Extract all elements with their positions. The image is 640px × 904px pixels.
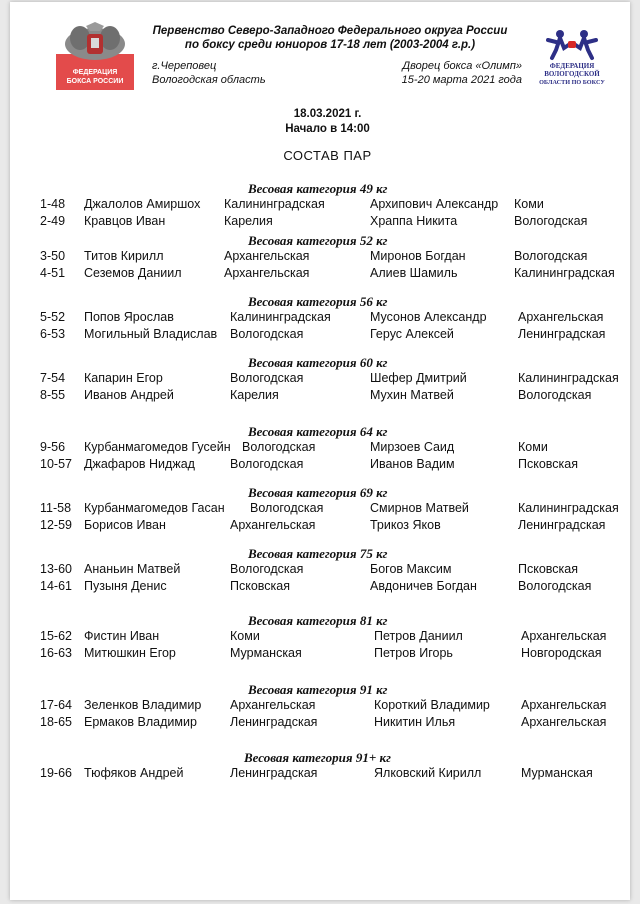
fighter-blue: Короткий Владимир [374, 698, 490, 712]
date-block [10, 107, 640, 137]
fighter-red: Фистин Иван [84, 629, 160, 643]
start-time: Начало в 14:00 [285, 123, 370, 135]
fighter-blue: Петров Игорь [374, 646, 453, 660]
svg-text:ОБЛАСТИ ПО БОКСУ: ОБЛАСТИ ПО БОКСУ [539, 79, 605, 86]
venue-line-2: 15-20 марта 2021 года [401, 74, 522, 86]
weight-category-heading: Весовая категория 49 кг [248, 181, 388, 196]
weight-category-heading: Весовая категория 75 кг [248, 546, 388, 561]
region-blue: Архангельская [521, 698, 607, 712]
bout-number: 10-57 [40, 457, 72, 471]
region-blue: Мурманская [521, 766, 593, 780]
fighter-red: Тюфяков Андрей [84, 766, 184, 780]
fighter-blue: Храппа Никита [370, 214, 458, 228]
bout-number: 2-49 [40, 214, 66, 228]
fighter-blue: Иванов Вадим [370, 457, 455, 471]
region-red: Калининградская [224, 197, 325, 211]
fighter-red: Пузыня Денис [84, 579, 167, 593]
region-blue: Калининградская [518, 371, 619, 385]
fighter-blue: Смирнов Матвей [370, 501, 469, 515]
fighter-red: Борисов Иван [84, 518, 166, 532]
region-blue: Коми [514, 197, 544, 211]
region-blue: Новгородская [521, 646, 602, 660]
bout-number: 6-53 [40, 327, 66, 341]
region-red: Архангельская [224, 266, 310, 280]
fighter-blue: Никитин Илья [374, 715, 456, 729]
venue-line-1: Дворец бокса «Олимп» [402, 60, 522, 72]
region-blue: Вологодская [518, 579, 592, 593]
bout-number: 14-61 [40, 579, 72, 593]
fighter-blue: Мирзоев Саид [370, 440, 455, 454]
weight-category-heading: Весовая категория 91 кг [248, 682, 388, 697]
fighter-blue: Герус Алексей [370, 327, 454, 341]
region-red: Вологодская [230, 327, 304, 341]
fighter-blue: Ялковский Кирилл [374, 766, 482, 780]
fighter-red: Зеленков Владимир [84, 698, 202, 712]
championship-title-line-1: Первенство Северо-Западного Федерального округа России [152, 25, 508, 37]
fighter-blue: Шефер Дмитрий [370, 371, 467, 385]
bout-number: 17-64 [40, 698, 72, 712]
region-red: Вологодская [230, 371, 304, 385]
svg-text:ВОЛОГОДСКОЙ: ВОЛОГОДСКОЙ [544, 70, 600, 78]
page-title: СОСТАВ ПАР [283, 148, 372, 163]
region-red: Вологодская [230, 562, 304, 576]
svg-text:БОКСА РОССИИ: БОКСА РОССИИ [66, 78, 124, 85]
event-city [152, 59, 266, 87]
region-red: Вологодская [250, 501, 324, 515]
weight-category-heading: Весовая категория 56 кг [248, 294, 388, 309]
fighter-red: Ананьин Матвей [84, 562, 181, 576]
region-red: Ленинградская [230, 766, 318, 780]
bout-number: 4-51 [40, 266, 66, 280]
city-line-1: г.Череповец [152, 60, 217, 72]
fighter-red: Митюшкин Егор [84, 646, 176, 660]
svg-text:ФЕДЕРАЦИЯ: ФЕДЕРАЦИЯ [549, 62, 595, 70]
region-red: Калининградская [230, 310, 331, 324]
region-blue: Архангельская [521, 629, 607, 643]
weight-category-heading: Весовая категория 64 кг [248, 424, 388, 439]
championship-title [140, 24, 520, 52]
region-blue: Псковская [518, 562, 579, 576]
fighter-blue: Богов Максим [370, 562, 452, 576]
fighter-red: Джафаров Ниджад [84, 457, 195, 471]
bout-number: 7-54 [40, 371, 66, 385]
region-red: Ленинградская [230, 715, 318, 729]
weight-category-heading: Весовая категория 60 кг [248, 355, 388, 370]
region-blue: Архангельская [521, 715, 607, 729]
svg-text:ФЕДЕРАЦИЯ: ФЕДЕРАЦИЯ [72, 69, 118, 76]
weight-category-heading: Весовая категория 52 кг [248, 233, 388, 248]
region-blue: Вологодская [514, 214, 588, 228]
fighter-blue: Алиев Шамиль [370, 266, 458, 280]
region-red: Карелия [230, 388, 279, 402]
bout-number: 13-60 [40, 562, 72, 576]
region-blue: Калининградская [514, 266, 615, 280]
weight-category-heading: Весовая категория 91+ кг [244, 750, 391, 765]
fighter-red: Курбанмагомедов Гасан [84, 501, 225, 515]
bout-number: 9-56 [40, 440, 66, 454]
fighter-red: Могильный Владислав [84, 327, 218, 341]
bout-number: 3-50 [40, 249, 66, 263]
championship-title-line-2: по боксу среди юниоров 17-18 лет (2003-2004 г.р.) [184, 39, 476, 51]
fighter-red: Капарин Егор [84, 371, 163, 385]
bout-number: 18-65 [40, 715, 72, 729]
bout-number: 16-63 [40, 646, 72, 660]
region-blue: Архангельская [518, 310, 604, 324]
region-blue: Коми [518, 440, 548, 454]
boxing-federation-russia-logo [56, 22, 134, 90]
region-red: Мурманская [230, 646, 302, 660]
bout-number: 19-66 [40, 766, 72, 780]
fighter-red: Попов Ярослав [84, 310, 174, 324]
bout-number: 15-62 [40, 629, 72, 643]
fighter-red: Сеземов Даниил [84, 266, 182, 280]
region-blue: Ленинградская [518, 518, 606, 532]
vologda-boxing-federation-logo [534, 26, 610, 88]
fighter-blue: Миронов Богдан [370, 249, 466, 263]
fighter-blue: Мухин Матвей [370, 388, 454, 402]
region-blue: Псковская [518, 457, 579, 471]
fighter-blue: Петров Даниил [374, 629, 463, 643]
fighter-blue: Архипович Александр [370, 197, 499, 211]
fighter-red: Джалолов Амиршох [84, 197, 201, 211]
fighter-red: Иванов Андрей [84, 388, 174, 402]
event-date: 18.03.2021 г. [293, 108, 362, 120]
weight-category-heading: Весовая категория 69 кг [248, 485, 388, 500]
bout-number: 1-48 [40, 197, 66, 211]
region-red: Архангельская [230, 518, 316, 532]
region-red: Коми [230, 629, 260, 643]
region-red: Карелия [224, 214, 273, 228]
fighter-red: Кравцов Иван [84, 214, 166, 228]
document-page [10, 2, 630, 900]
fighter-blue: Трикоз Яков [370, 518, 441, 532]
bout-number: 8-55 [40, 388, 66, 402]
region-blue: Ленинградская [518, 327, 606, 341]
weight-category-heading: Весовая категория 81 кг [248, 613, 388, 628]
region-red: Вологодская [242, 440, 316, 454]
bout-number: 11-58 [40, 501, 72, 515]
region-red: Вологодская [230, 457, 304, 471]
fighter-red: Титов Кирилл [84, 249, 164, 263]
bout-number: 12-59 [40, 518, 72, 532]
fighter-red: Курбанмагомедов Гусейн [84, 440, 231, 454]
region-blue: Калининградская [518, 501, 619, 515]
event-venue [380, 59, 522, 87]
region-blue: Вологодская [518, 388, 592, 402]
city-line-2: Вологодская область [152, 74, 266, 86]
fighter-blue: Авдоничев Богдан [370, 579, 477, 593]
region-red: Псковская [230, 579, 291, 593]
region-red: Архангельская [230, 698, 316, 712]
fighter-red: Ермаков Владимир [84, 715, 197, 729]
region-blue: Вологодская [514, 249, 588, 263]
bout-number: 5-52 [40, 310, 66, 324]
fighter-blue: Мусонов Александр [370, 310, 487, 324]
region-red: Архангельская [224, 249, 310, 263]
